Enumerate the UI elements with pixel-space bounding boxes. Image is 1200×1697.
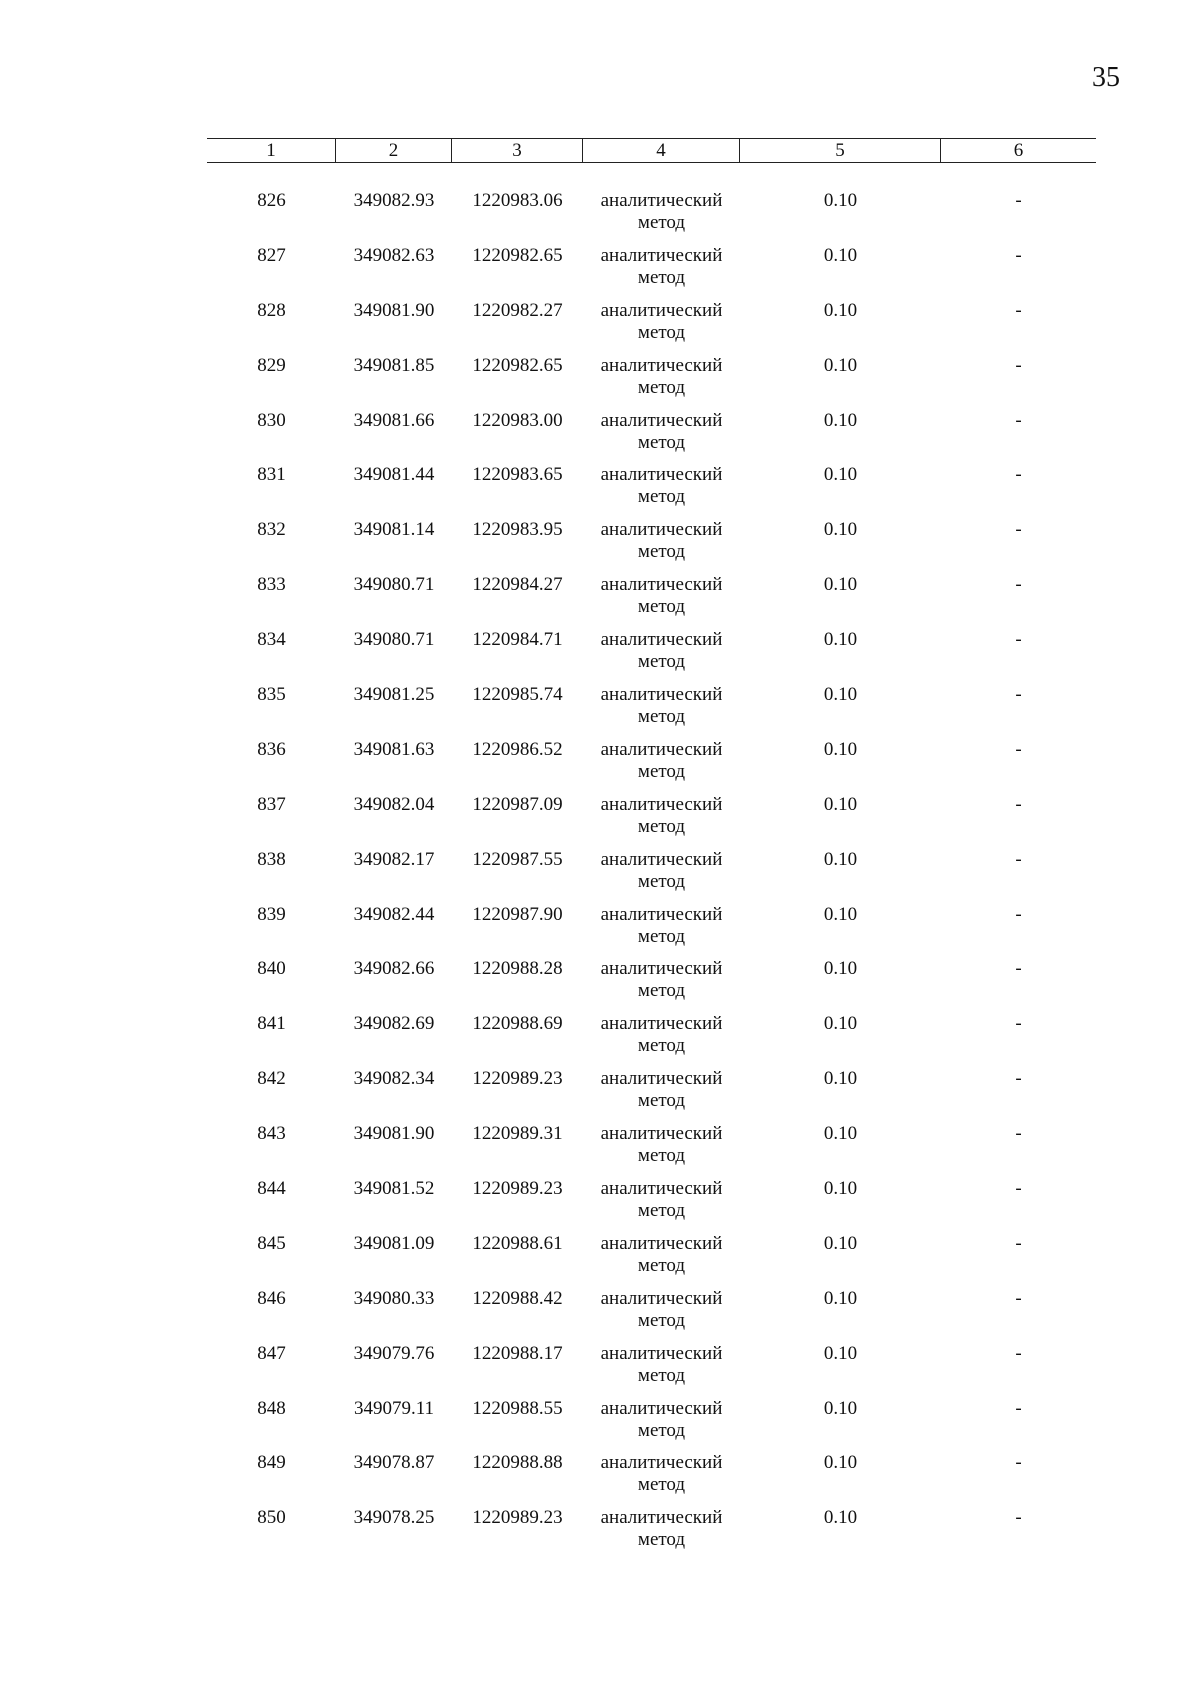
table-row	[207, 849, 1096, 904]
accuracy-value: 0.10	[823, 190, 858, 211]
table-row	[207, 410, 1096, 465]
table-row	[207, 190, 1096, 245]
point-number: 835	[257, 684, 286, 706]
table-row	[207, 1507, 1096, 1562]
table-row	[207, 1452, 1096, 1507]
method-cell	[583, 1452, 740, 1496]
coordinate-y: 1220988.17	[472, 1342, 563, 1364]
method-cell	[583, 410, 740, 454]
accuracy-value: 0.10	[823, 244, 858, 266]
table-row	[207, 958, 1096, 1013]
method-line-1: аналитический	[600, 409, 723, 431]
table-row	[207, 1068, 1096, 1123]
point-number: 829	[257, 354, 286, 376]
method-line-2: метод	[637, 486, 686, 508]
method-line-2: метод	[637, 815, 686, 837]
coordinate-x: 349079.11	[353, 1397, 435, 1419]
table-row	[207, 355, 1096, 410]
coordinate-y: 1220988.88	[472, 1452, 563, 1474]
method-line-1: аналитический	[600, 1342, 723, 1364]
table-row	[207, 1288, 1096, 1343]
note-value: -	[1015, 409, 1022, 431]
accuracy-value: 0.10	[823, 848, 858, 870]
table-row	[207, 1233, 1096, 1288]
note-value: -	[1015, 793, 1022, 815]
method-line-2: метод	[637, 321, 686, 343]
accuracy-value: 0.10	[823, 299, 858, 321]
method-line-2: метод	[637, 596, 686, 618]
note-value: -	[1015, 244, 1022, 266]
point-number: 832	[257, 519, 286, 541]
coordinate-x: 349080.33	[353, 1287, 435, 1309]
coordinate-y: 1220987.55	[472, 848, 563, 870]
coordinate-x: 349082.93	[353, 190, 435, 211]
method-line-2: метод	[637, 1090, 686, 1112]
point-number: 847	[257, 1342, 286, 1364]
point-number: 846	[257, 1287, 286, 1309]
method-line-2: метод	[637, 651, 686, 673]
method-cell	[583, 684, 740, 728]
table-row	[207, 739, 1096, 794]
point-number: 849	[257, 1452, 286, 1474]
page-number: 35	[1092, 62, 1120, 93]
note-value: -	[1015, 1232, 1022, 1254]
table-row	[207, 904, 1096, 959]
point-number: 827	[257, 244, 286, 266]
method-line-2: метод	[637, 541, 686, 563]
method-line-1: аналитический	[600, 1068, 723, 1090]
point-number: 826	[257, 190, 286, 211]
method-cell	[583, 1398, 740, 1442]
method-cell	[583, 958, 740, 1002]
method-cell	[583, 1343, 740, 1387]
coordinate-x: 349078.25	[353, 1507, 435, 1529]
point-number: 842	[257, 1068, 286, 1090]
point-number: 836	[257, 738, 286, 760]
note-value: -	[1015, 1068, 1022, 1090]
method-line-1: аналитический	[600, 519, 723, 541]
method-line-1: аналитический	[600, 903, 723, 925]
table-row	[207, 574, 1096, 629]
method-line-2: метод	[637, 980, 686, 1002]
coordinate-y: 1220988.28	[472, 958, 563, 980]
accuracy-value: 0.10	[823, 354, 858, 376]
method-cell	[583, 629, 740, 673]
accuracy-value: 0.10	[823, 738, 858, 760]
method-cell	[583, 464, 740, 508]
coordinate-x: 349082.17	[353, 848, 435, 870]
accuracy-value: 0.10	[823, 1068, 858, 1090]
point-number: 840	[257, 958, 286, 980]
coordinate-x: 349082.66	[353, 958, 435, 980]
method-line-1: аналитический	[600, 848, 723, 870]
coordinate-x: 349081.90	[353, 299, 435, 321]
point-number: 828	[257, 299, 286, 321]
coordinate-x: 349081.85	[353, 354, 435, 376]
coordinate-x: 349082.04	[353, 793, 435, 815]
coordinate-x: 349082.34	[353, 1068, 435, 1090]
method-cell	[583, 1013, 740, 1057]
coordinate-x: 349080.71	[353, 574, 435, 596]
method-line-2: метод	[637, 1309, 686, 1331]
table-row	[207, 1178, 1096, 1233]
method-cell	[583, 1123, 740, 1167]
note-value: -	[1015, 1397, 1022, 1419]
method-line-2: метод	[637, 925, 686, 947]
coordinate-x: 349081.09	[353, 1232, 435, 1254]
coordinate-y: 1220984.71	[472, 629, 563, 651]
coordinate-x: 349081.25	[353, 684, 435, 706]
method-line-1: аналитический	[600, 1232, 723, 1254]
accuracy-value: 0.10	[823, 903, 858, 925]
accuracy-value: 0.10	[823, 1452, 858, 1474]
coordinate-y: 1220983.65	[472, 464, 563, 486]
coordinate-x: 349081.63	[353, 738, 435, 760]
coordinate-y: 1220989.31	[472, 1123, 563, 1145]
coordinate-y: 1220989.23	[472, 1068, 563, 1090]
method-line-1: аналитический	[600, 1287, 723, 1309]
point-number: 844	[257, 1178, 286, 1200]
coordinate-x: 349081.14	[353, 519, 435, 541]
accuracy-value: 0.10	[823, 1013, 858, 1035]
table-row	[207, 519, 1096, 574]
coordinate-x: 349081.90	[353, 1123, 435, 1145]
note-value: -	[1015, 848, 1022, 870]
coordinate-y: 1220988.69	[472, 1013, 563, 1035]
method-line-2: метод	[637, 1200, 686, 1222]
coordinate-x: 349078.87	[353, 1452, 435, 1474]
accuracy-value: 0.10	[823, 1178, 858, 1200]
method-cell	[583, 574, 740, 618]
method-line-1: аналитический	[600, 574, 723, 596]
header-cell-3: 3	[452, 139, 583, 162]
coordinate-y: 1220983.95	[472, 519, 563, 541]
point-number: 830	[257, 409, 286, 431]
method-line-1: аналитический	[600, 464, 723, 486]
method-line-1: аналитический	[600, 354, 723, 376]
note-value: -	[1015, 1452, 1022, 1474]
accuracy-value: 0.10	[823, 464, 858, 486]
coordinate-x: 349082.63	[353, 244, 435, 266]
method-cell	[583, 355, 740, 399]
method-line-1: аналитический	[600, 1178, 723, 1200]
method-line-2: метод	[637, 431, 686, 453]
table-row	[207, 300, 1096, 355]
method-cell	[583, 1233, 740, 1277]
method-line-1: аналитический	[600, 1013, 723, 1035]
header-cell-4: 4	[583, 139, 740, 162]
method-cell	[583, 1288, 740, 1332]
note-value: -	[1015, 1178, 1022, 1200]
accuracy-value: 0.10	[823, 1507, 858, 1529]
note-value: -	[1015, 464, 1022, 486]
accuracy-value: 0.10	[823, 958, 858, 980]
method-cell	[583, 739, 740, 783]
note-value: -	[1015, 1342, 1022, 1364]
header-cell-2: 2	[336, 139, 452, 162]
table-row	[207, 245, 1096, 300]
coordinate-x: 349081.52	[353, 1178, 435, 1200]
method-line-1: аналитический	[600, 244, 723, 266]
point-number: 839	[257, 903, 286, 925]
point-number: 845	[257, 1232, 286, 1254]
coordinate-y: 1220983.06	[472, 190, 563, 211]
accuracy-value: 0.10	[823, 1123, 858, 1145]
point-number: 841	[257, 1013, 286, 1035]
coordinate-y: 1220982.65	[472, 244, 563, 266]
accuracy-value: 0.10	[823, 1342, 858, 1364]
method-line-2: метод	[637, 760, 686, 782]
method-line-2: метод	[637, 266, 686, 288]
method-line-1: аналитический	[600, 1507, 723, 1529]
method-line-1: аналитический	[600, 299, 723, 321]
accuracy-value: 0.10	[823, 1397, 858, 1419]
coordinate-y: 1220983.00	[472, 409, 563, 431]
note-value: -	[1015, 629, 1022, 651]
table-row	[207, 794, 1096, 849]
method-line-1: аналитический	[600, 190, 723, 211]
method-line-1: аналитический	[600, 629, 723, 651]
method-line-1: аналитический	[600, 684, 723, 706]
note-value: -	[1015, 738, 1022, 760]
method-line-2: метод	[637, 1145, 686, 1167]
coordinate-y: 1220988.61	[472, 1232, 563, 1254]
table-body	[207, 190, 1096, 1562]
note-value: -	[1015, 958, 1022, 980]
accuracy-value: 0.10	[823, 574, 858, 596]
table-header	[207, 138, 1096, 163]
method-cell	[583, 904, 740, 948]
note-value: -	[1015, 684, 1022, 706]
note-value: -	[1015, 299, 1022, 321]
note-value: -	[1015, 903, 1022, 925]
accuracy-value: 0.10	[823, 684, 858, 706]
point-number: 834	[257, 629, 286, 651]
accuracy-value: 0.10	[823, 1287, 858, 1309]
accuracy-value: 0.10	[823, 793, 858, 815]
method-line-1: аналитический	[600, 1397, 723, 1419]
coordinate-y: 1220984.27	[472, 574, 563, 596]
method-cell	[583, 849, 740, 893]
table-row	[207, 1123, 1096, 1178]
coordinate-y: 1220985.74	[472, 684, 563, 706]
coordinate-y: 1220982.65	[472, 354, 563, 376]
coordinate-y: 1220987.09	[472, 793, 563, 815]
note-value: -	[1015, 519, 1022, 541]
method-line-1: аналитический	[600, 958, 723, 980]
coordinate-x: 349080.71	[353, 629, 435, 651]
point-number: 848	[257, 1397, 286, 1419]
coordinate-y: 1220989.23	[472, 1507, 563, 1529]
method-line-2: метод	[637, 1529, 686, 1551]
method-line-2: метод	[637, 1035, 686, 1057]
note-value: -	[1015, 1013, 1022, 1035]
coordinate-x: 349082.69	[353, 1013, 435, 1035]
point-number: 831	[257, 464, 286, 486]
method-cell	[583, 519, 740, 563]
coordinate-y: 1220986.52	[472, 738, 563, 760]
method-line-1: аналитический	[600, 738, 723, 760]
method-cell	[583, 190, 740, 234]
method-cell	[583, 300, 740, 344]
coordinate-x: 349082.44	[353, 903, 435, 925]
method-line-2: метод	[637, 1364, 686, 1386]
header-cell-5: 5	[740, 139, 941, 162]
coordinate-y: 1220989.23	[472, 1178, 563, 1200]
table-row	[207, 1398, 1096, 1453]
method-cell	[583, 1507, 740, 1551]
note-value: -	[1015, 354, 1022, 376]
header-cell-1: 1	[207, 139, 336, 162]
method-cell	[583, 1178, 740, 1222]
note-value: -	[1015, 190, 1022, 211]
accuracy-value: 0.10	[823, 409, 858, 431]
table-row	[207, 464, 1096, 519]
point-number: 850	[257, 1507, 286, 1529]
table-row	[207, 1343, 1096, 1398]
coordinate-y: 1220988.55	[472, 1397, 563, 1419]
point-number: 837	[257, 793, 286, 815]
table-row	[207, 629, 1096, 684]
coordinate-x: 349079.76	[353, 1342, 435, 1364]
method-line-2: метод	[637, 376, 686, 398]
method-cell	[583, 1068, 740, 1112]
method-cell	[583, 794, 740, 838]
note-value: -	[1015, 1123, 1022, 1145]
method-line-2: метод	[637, 212, 686, 233]
method-line-2: метод	[637, 1474, 686, 1496]
method-line-1: аналитический	[600, 793, 723, 815]
method-cell	[583, 245, 740, 289]
point-number: 833	[257, 574, 286, 596]
table-row	[207, 1013, 1096, 1068]
method-line-2: метод	[637, 1419, 686, 1441]
method-line-2: метод	[637, 870, 686, 892]
coordinate-x: 349081.66	[353, 409, 435, 431]
method-line-1: аналитический	[600, 1452, 723, 1474]
method-line-2: метод	[637, 1254, 686, 1276]
coordinate-y: 1220987.90	[472, 903, 563, 925]
table-row	[207, 684, 1096, 739]
accuracy-value: 0.10	[823, 519, 858, 541]
point-number: 843	[257, 1123, 286, 1145]
coordinate-y: 1220988.42	[472, 1287, 563, 1309]
coordinate-y: 1220982.27	[472, 299, 563, 321]
accuracy-value: 0.10	[823, 1232, 858, 1254]
method-line-1: аналитический	[600, 1123, 723, 1145]
coordinate-x: 349081.44	[353, 464, 435, 486]
note-value: -	[1015, 1287, 1022, 1309]
header-cell-6: 6	[1013, 140, 1024, 161]
point-number: 838	[257, 848, 286, 870]
note-value: -	[1015, 1507, 1022, 1529]
accuracy-value: 0.10	[823, 629, 858, 651]
note-value: -	[1015, 574, 1022, 596]
method-line-2: метод	[637, 706, 686, 728]
